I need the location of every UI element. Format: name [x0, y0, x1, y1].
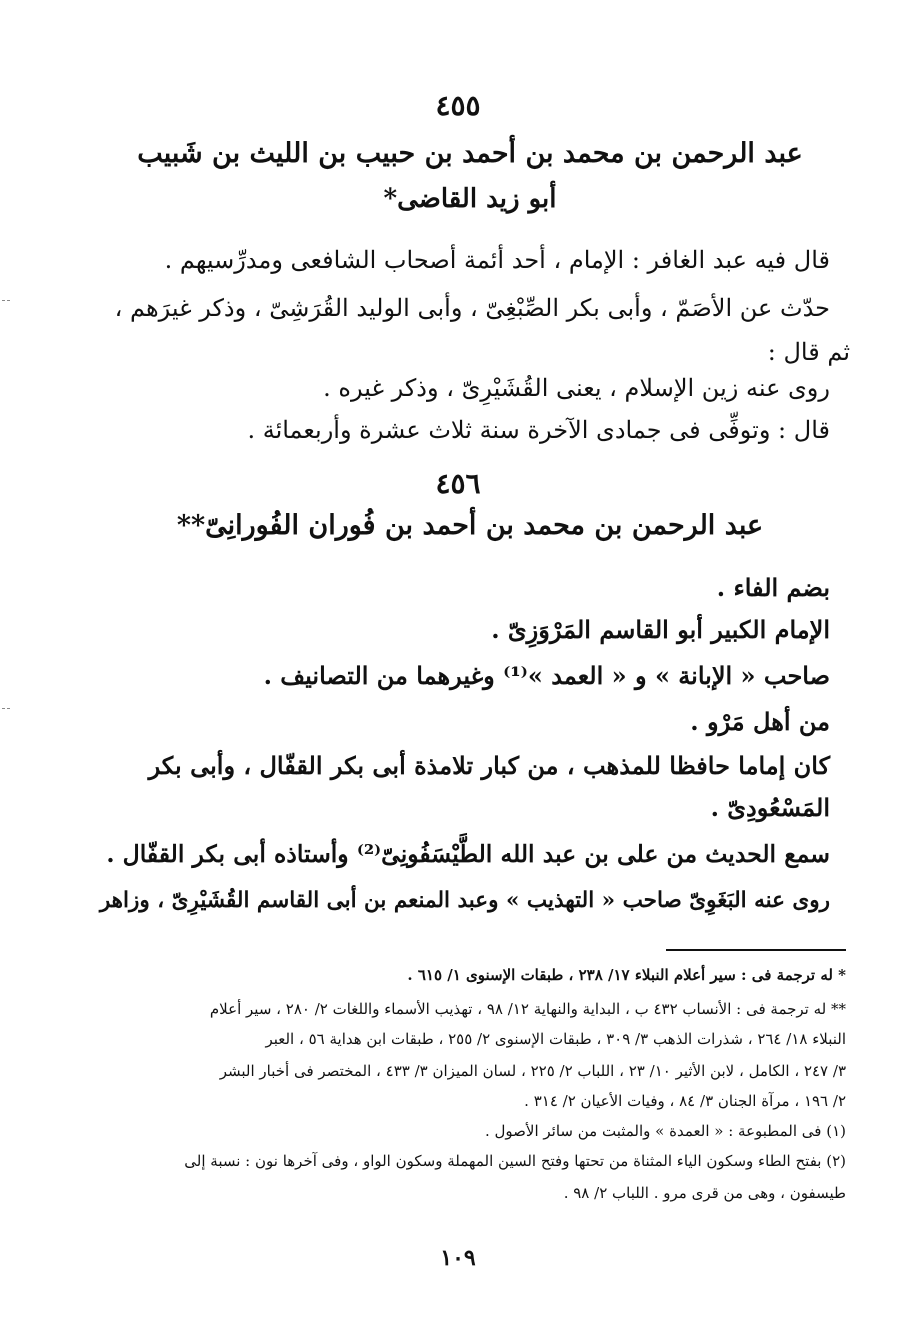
text-line: كان إماما حافظا للمذهب ، من كبار تلامذة أبى بكر القفّال ، وأبى بكر [148, 751, 830, 780]
text-line: الإمام الكبير أبو القاسم المَرْوَزِىّ . [491, 615, 830, 644]
scan-margin-mark [2, 708, 10, 709]
text-line: سمع الحديث من على بن عبد الله الطَّيْسَفُونِىّ⁽²⁾ وأستاذه أبى بكر القفّال . [106, 840, 830, 868]
footnote-separator [666, 949, 846, 951]
text-line: المَسْعُودِىّ . [710, 793, 830, 822]
text-line: روى عنه زين الإسلام ، يعنى القُشَيْرِىّ ، وذكر غيره . [323, 374, 830, 402]
text-line: قال فيه عبد الغافر : الإمام ، أحد أئمة أصحاب الشافعى ومدرِّسيهم . [164, 246, 830, 274]
entry-number: ٤٥٦ [435, 467, 481, 500]
text-line: صاحب « الإبانة » و « العمد »⁽¹⁾ وغيرهما من التصانيف . [263, 661, 830, 690]
entry-title: عبد الرحمن بن محمد بن أحمد بن فُوران الفُورانِىّ** [176, 510, 764, 541]
page-number: ١٠٩ [440, 1245, 476, 1271]
entry-number: ٤٥٥ [435, 89, 481, 122]
footnote-line: ٣/ ٢٤٧ ، الكامل ، لابن الأثير ١٠/ ٢٣ ، اللباب ٢/ ٢٢٥ ، لسان الميزان ٣/ ٤٣٣ ، المختصر فى أخبار البشر [219, 1062, 846, 1080]
scan-margin-mark [2, 300, 10, 301]
text-line: قال : وتوفِّى فى جمادى الآخرة سنة ثلاث عشرة وأربعمائة . [247, 416, 830, 444]
footnote-line: ٢/ ١٩٦ ، مرآة الجنان ٣/ ٨٤ ، وفيات الأعيان ٢/ ٣١٤ . [524, 1092, 846, 1110]
text-line: ثم قال : [767, 338, 850, 366]
footnote-line: النبلاء ١٨/ ٢٦٤ ، شذرات الذهب ٣/ ٣٠٩ ، طبقات الإسنوى ٢/ ٢٥٥ ، طبقات ابن هداية ٥٦ ، العبر [265, 1030, 846, 1048]
footnote-line: * له ترجمة فى : سير أعلام النبلاء ١٧/ ٢٣٨ ، طبقات الإسنوى ١/ ٦١٥ . [407, 966, 846, 984]
footnote-line: طيسفون ، وهى من قرى مرو . اللباب ٢/ ٩٨ . [563, 1184, 846, 1202]
footnote-line: ** له ترجمة فى : الأنساب ٤٣٢ ب ، البداية والنهاية ١٢/ ٩٨ ، تهذيب الأسماء واللغات ٢/ ٢٨٠ ، سير أعلام [209, 1000, 846, 1018]
text-line: من أهل مَرْو . [690, 707, 830, 736]
text-line: روى عنه البَغَوِىّ صاحب « التهذيب » وعبد المنعم بن أبى القاسم القُشَيْرِىّ ، وزاهر [99, 888, 830, 913]
footnote-line: (١) فى المطبوعة : « العمدة » والمثبت من سائر الأصول . [484, 1122, 846, 1140]
entry-title: عبد الرحمن بن محمد بن أحمد بن حبيب بن الليث بن شَبيب [137, 138, 803, 169]
entry-subtitle: أبو زيد القاضى* [383, 184, 557, 214]
footnote-line: (٢) بفتح الطاء وسكون الياء المثناة من تحتها وفتح السين المهملة وسكون الواو ، وفى آخرها نون : نسبة إلى [184, 1152, 846, 1170]
text-line: بضم الفاء . [716, 573, 830, 602]
text-line: حدّث عن الأصَمّ ، وأبى بكر الصِّبْغِىّ ، وأبى الوليد القُرَشِىّ ، وذكر غيرَهم ، [114, 294, 830, 322]
